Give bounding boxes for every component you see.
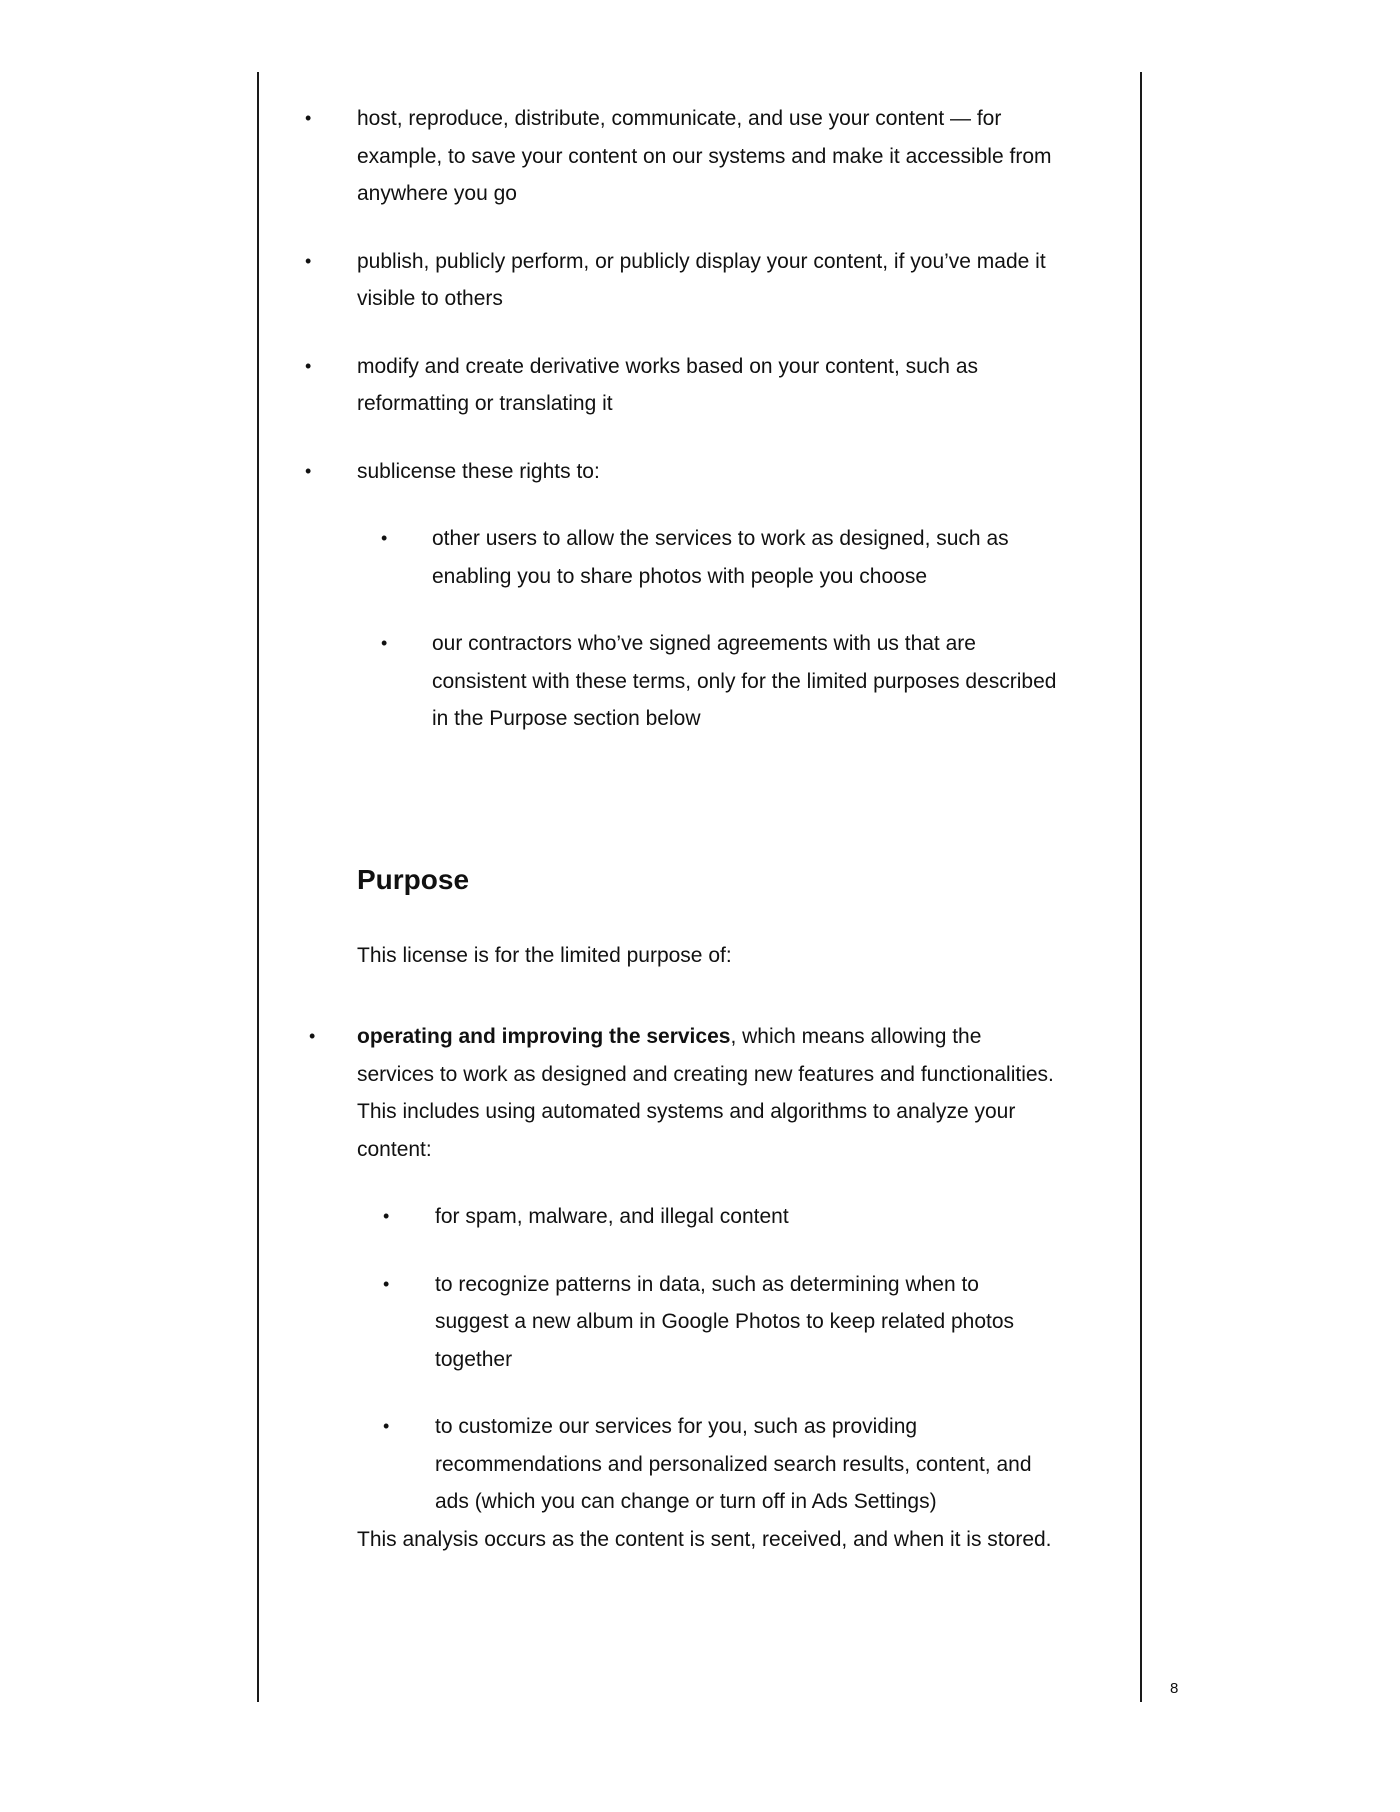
bullet-icon: • <box>381 528 388 548</box>
bullet-icon: • <box>381 633 388 653</box>
sub-list-item-text: to customize our services for you, such as providing recommendations and personalized search results, content, and ads (which you can change or turn off in Ads Settings) <box>435 1415 1032 1513</box>
bullet-icon: • <box>383 1416 390 1436</box>
list-item-text <box>357 1025 1054 1161</box>
sub-list-item-text: our contractors who’ve signed agreements with us that are consistent with these terms, only for the limited purposes described in the Purpose section below <box>432 632 1057 730</box>
bullet-icon: • <box>383 1206 390 1226</box>
bold-term: operating and improving the services <box>357 1025 731 1048</box>
list-item-text: host, reproduce, distribute, communicate, and use your content — for example, to save your content on our systems and make it accessible from anywhere you go <box>357 107 1052 205</box>
section-title: Purpose <box>357 864 470 895</box>
purpose-section <box>309 1018 1057 1558</box>
list-item-text: sublicense these rights to: <box>357 459 600 483</box>
section-intro: This license is for the limited purpose of: <box>357 944 732 967</box>
sub-list-item <box>305 1198 1057 1236</box>
sub-list-item-text: other users to allow the services to work as designed, such as enabling you to share photos with people you choose <box>432 527 1009 588</box>
purpose-list <box>309 1018 1057 1558</box>
bullet-icon: • <box>305 355 312 376</box>
list-item-text: publish, publicly perform, or publicly display your content, if you’ve made it visible to others <box>357 249 1046 310</box>
bullet-icon: • <box>309 1026 316 1046</box>
list-item <box>301 348 1057 423</box>
bullet-icon: • <box>305 250 312 271</box>
left-margin-line <box>257 72 259 1702</box>
sub-list-item-text: to recognize patterns in data, such as determining when to suggest a new album in Google Photos to keep related photos together <box>435 1272 1015 1371</box>
bullet-icon: • <box>305 460 312 481</box>
sub-list-item <box>305 1266 1057 1379</box>
bullet-icon: • <box>305 108 312 128</box>
sub-list-item <box>305 1408 1057 1521</box>
license-rights-section <box>305 100 1057 738</box>
analysis-list <box>357 1198 1057 1521</box>
analysis-note <box>305 1521 1057 1559</box>
bullet-icon: • <box>383 1273 390 1294</box>
list-item <box>301 243 1057 318</box>
page-number: 8 <box>1170 1680 1179 1697</box>
sub-list-item <box>301 625 1057 738</box>
analysis-text: This analysis occurs as the content is sent, received, and when it is stored. <box>357 1527 1052 1551</box>
sub-list-item <box>301 520 1057 595</box>
list-item <box>301 453 1057 738</box>
list-item-rest: , which means allowing the services to work as designed and creating new features and functionalities. This includes using automated systems and algorithms to analyze your content: <box>357 1025 1054 1161</box>
sublicense-list <box>357 520 1057 738</box>
list-item-text: modify and create derivative works based on your content, such as reformatting or translating it <box>357 354 978 415</box>
list-item <box>301 100 1057 213</box>
sub-list-item-text: for spam, malware, and illegal content <box>435 1205 789 1228</box>
list-item <box>305 1018 1057 1558</box>
right-margin-line <box>1140 72 1142 1702</box>
rights-list <box>305 100 1057 738</box>
